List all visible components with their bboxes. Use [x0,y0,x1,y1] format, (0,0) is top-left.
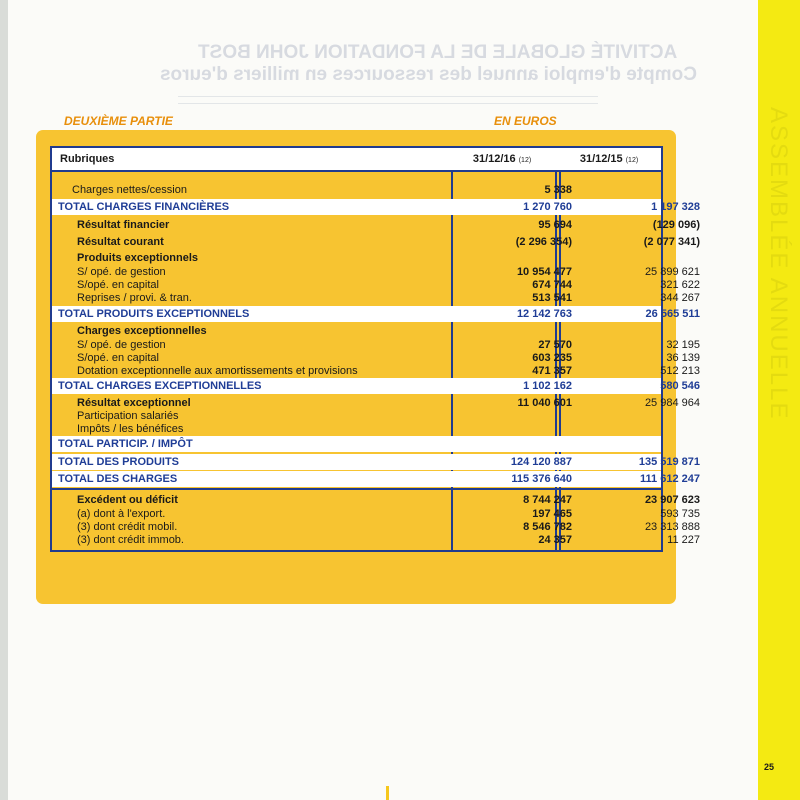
total-rule [52,488,661,490]
page-number: 25 [764,762,775,772]
table-row: Excédent ou déficit 8 744 247 23 907 623 [77,494,700,506]
header-2016: 31/12/16 (12) [472,153,532,165]
table-row: Résultat financier 95 694 (129 096) [77,219,700,231]
bottom-decoration [386,786,389,800]
page-edge [0,0,8,800]
table-row: Charges nettes/cession 5 338 [72,184,572,196]
table-row: TOTAL CHARGES FINANCIÈRES 1 270 760 1 197 328 [52,199,661,215]
table-row: Impôts / les bénéfices [77,423,184,435]
table-row: Résultat courant (2 296 354) (2 077 341) [77,236,700,248]
header-2015: 31/12/15 (12) [579,153,639,165]
table-row: TOTAL DES PRODUITS 124 120 887 135 519 871 [52,454,661,470]
table-header-row [52,148,661,170]
header-rule [52,170,661,172]
currency-label: EN EUROS [494,114,557,128]
section-label: DEUXIÈME PARTIE [64,114,173,128]
table-row: TOTAL PARTICIP. / IMPÔT [52,436,661,452]
table-row: Dotation exceptionnelle aux amortissements et provisions 471 357 512 213 [77,365,700,377]
table-row: S/ opé. de gestion 10 954 477 25 899 621 [77,266,700,278]
side-strip-text: ASSEMBLÉE ANNUELLE [765,106,792,420]
table-row: Participation salariés [77,410,179,422]
ghost-divider [178,103,598,104]
table-row: TOTAL CHARGES EXCEPTIONNELLES 1 102 162 580 546 [52,378,661,394]
table-row: Résultat exceptionnel 11 040 601 25 984 964 [77,397,700,409]
table-row: S/opé. en capital 674 744 321 622 [77,279,700,291]
ghost-divider [178,96,598,97]
table-row: (3) dont crédit immob. 24 357 11 227 [77,534,700,546]
ghost-title-line-2: Compte d'emploi annuel des ressources en milliers d'euros [160,64,697,85]
table-row: TOTAL PRODUITS EXCEPTIONNELS 12 142 763 26 565 511 [52,306,661,322]
table-row: Produits exceptionnels [77,252,199,264]
table-row: Charges exceptionnelles [77,325,207,337]
header-rubric: Rubriques [60,153,115,165]
table-row: (a) dont à l'export. 197 465 593 735 [77,508,700,520]
table-row: TOTAL DES CHARGES 115 376 640 111 612 247 [52,471,661,487]
table-row: S/ opé. de gestion 27 570 32 195 [77,339,700,351]
table-row: Reprises / provi. & tran. 513 541 344 267 [77,292,700,304]
table-row: (3) dont crédit mobil. 8 546 782 23 313 888 [77,521,700,533]
table-row: S/opé. en capital 603 235 36 139 [77,352,700,364]
ghost-title-line-1: ACTIVITÉ GLOBALE DE LA FONDATION JOHN BOST [198,42,678,63]
